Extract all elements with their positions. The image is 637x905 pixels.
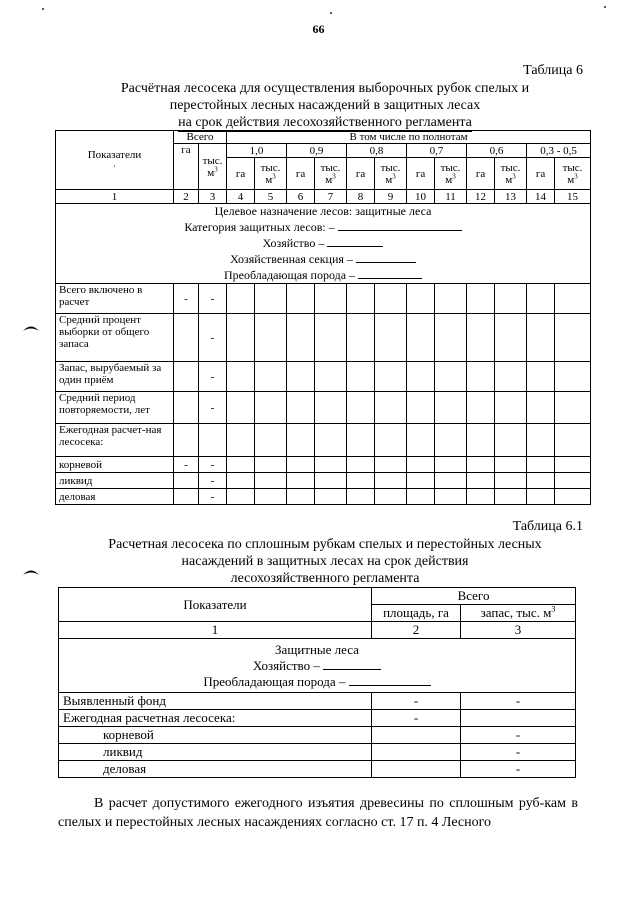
empty-cell [255,489,287,505]
table6 [55,130,591,505]
col-number: 8 [347,190,375,204]
empty-cell [407,473,435,489]
density-header: 0,3 - 0,5 [527,144,591,158]
cell-area [372,727,461,744]
table61-title-line: насаждений в защитных лесах на срок действия [181,554,469,569]
sub-exp: 3 [272,171,276,180]
sub-ha: га [467,158,495,190]
blank-line [338,219,462,231]
empty-cell [495,473,527,489]
empty-cell [227,457,255,473]
empty-cell [375,392,407,424]
empty-cell [407,489,435,505]
empty-cell [255,457,287,473]
density-header: 0,8 [347,144,407,158]
empty-cell [407,457,435,473]
empty-cell [467,473,495,489]
table-row [56,314,591,362]
empty-cell [287,457,315,473]
density-header: 1,0 [227,144,287,158]
info-purpose: Целевое назначение лесов: защитные леса [214,204,432,218]
empty-cell [467,362,495,392]
sub-ha: га [407,158,435,190]
empty-cell [527,457,555,473]
table-row [56,284,591,314]
col-number-row [56,190,591,204]
empty-cell [347,473,375,489]
empty-cell [315,489,347,505]
row-label: Запас, вырубаемый за один приём [56,362,174,392]
empty-cell [467,457,495,473]
col-number: 12 [467,190,495,204]
empty-cell [375,362,407,392]
empty-cell [407,392,435,424]
empty-cell [315,473,347,489]
margin-mark-icon [22,566,40,576]
empty-cell [375,424,407,457]
header-indicators-text: Показатели [87,149,142,161]
sub-exp: 3 [512,171,516,180]
empty-cell [375,284,407,314]
cell-c2: - [174,284,199,314]
empty-cell [315,457,347,473]
table-row [56,473,591,489]
row-label: Всего включено в расчет [56,284,174,314]
header-indicators [56,131,174,190]
sub-thous-m3 [315,158,347,190]
blank-line [323,658,381,670]
sub-ha: га [227,158,255,190]
empty-cell [315,284,347,314]
empty-cell [255,424,287,457]
empty-cell [435,392,467,424]
empty-cell [555,424,591,457]
header-ha-text: га [181,144,191,156]
empty-cell [227,392,255,424]
empty-cell [287,314,315,362]
blank-line [349,674,431,686]
t61-info-farm-text: Хозяйство – [252,657,320,673]
table6-title-line: на срок действия лесохозяйственного регламента [178,115,472,130]
empty-cell [435,473,467,489]
empty-cell [315,362,347,392]
empty-cell [255,392,287,424]
empty-cell [227,314,255,362]
table-row [56,489,591,505]
empty-cell [495,314,527,362]
sub-exp: 3 [392,171,396,180]
header-total: Всего [174,131,227,144]
col-number: 3 [199,190,227,204]
row-label: деловая [59,761,372,778]
header-dot: · [113,161,116,171]
sub-m-text: м [567,173,575,186]
empty-cell [555,392,591,424]
sub-thous-text: тыс. [260,161,281,174]
sub-m-text: м [325,173,333,186]
cell-stock: - [461,744,576,761]
header-ha [174,144,199,190]
t61-header-stock-text: запас, тыс. м [480,605,552,620]
sub-thous-text: тыс. [500,161,521,174]
empty-cell [435,284,467,314]
cell-c3: - [199,473,227,489]
cell-c2 [174,314,199,362]
t61-info-farm [59,658,575,674]
cell-c2 [174,424,199,457]
info-section-text: Хозяйственная секция – [230,252,353,266]
col-number: 1 [56,190,174,204]
empty-cell [287,362,315,392]
table6-title [60,80,590,132]
empty-cell [347,314,375,362]
empty-cell [435,314,467,362]
col-number: 7 [315,190,347,204]
row-label: деловая [56,489,174,505]
empty-cell [555,314,591,362]
empty-cell [555,457,591,473]
empty-cell [467,314,495,362]
col-number: 10 [407,190,435,204]
info-category-text: Категория защитных лесов: – [184,220,335,234]
empty-cell [495,457,527,473]
col-number: 9 [375,190,407,204]
density-header: 0,7 [407,144,467,158]
info-species [56,267,590,283]
table6-body [56,284,591,505]
t61-info-species-text: Преобладающая порода – [203,673,346,689]
info-species-text: Преобладающая порода – [223,268,356,282]
page-number: 66 [312,22,325,36]
empty-cell [227,284,255,314]
table61-body [59,693,576,778]
empty-cell [347,362,375,392]
cell-area [372,744,461,761]
empty-cell [435,424,467,457]
cell-stock: - [461,727,576,744]
header-m-text: м [207,166,215,179]
sub-exp: 3 [574,171,578,180]
table-row [59,727,576,744]
empty-cell [375,489,407,505]
table6-label: Таблица 6 [523,63,583,78]
sub-exp: 3 [452,171,456,180]
sub-m-text: м [265,173,273,186]
empty-cell [467,489,495,505]
t61-header-total: Всего [372,588,576,605]
empty-cell [527,424,555,457]
cell-c3: - [199,457,227,473]
empty-cell [375,457,407,473]
empty-cell [407,284,435,314]
empty-cell [315,314,347,362]
empty-cell [347,457,375,473]
table-row [56,457,591,473]
empty-cell [255,284,287,314]
t61-header-exp: 3 [551,604,556,614]
t61-col-number-row [59,622,576,639]
table-row [59,761,576,778]
sub-thous-m3 [495,158,527,190]
cell-c3: - [199,362,227,392]
empty-cell [347,489,375,505]
empty-cell [467,392,495,424]
t61-header-indicators: Показатели [59,588,372,622]
table6-title-line: перестойных лесных насаждений в защитных лесах [169,98,481,113]
empty-cell [495,284,527,314]
empty-cell [315,424,347,457]
empty-cell [527,489,555,505]
empty-cell [227,424,255,457]
header-exp: 3 [214,164,218,173]
cell-stock: - [461,761,576,778]
row-label: Средний процент выборки от общего запаса [56,314,174,362]
empty-cell [435,362,467,392]
row-label: Ежегодная расчет-ная лесосека: [56,424,174,457]
empty-cell [287,489,315,505]
table-row [56,362,591,392]
blank-line [327,235,383,247]
cell-c3 [199,424,227,457]
col-number: 6 [287,190,315,204]
header-thous-text: тыс. [202,154,223,167]
sub-thous-m3 [375,158,407,190]
cell-c3: - [199,392,227,424]
header-thous-m3 [199,144,227,190]
cell-stock: - [461,693,576,710]
info-farm [56,235,590,251]
empty-cell [555,489,591,505]
empty-cell [347,392,375,424]
table-row [59,693,576,710]
empty-cell [287,424,315,457]
empty-cell [227,489,255,505]
table61-label: Таблица 6.1 [512,519,583,534]
table61-title-line: лесохозяйственного регламента [230,571,420,586]
scan-speck [42,8,44,10]
col-number: 5 [255,190,287,204]
cell-c2 [174,362,199,392]
row-label: Средний период повторяемости, лет [56,392,174,424]
scan-speck [330,12,332,14]
table6-title-line: Расчётная лесосека для осуществления выборочных рубок спелых и [120,81,530,96]
empty-cell [435,489,467,505]
cell-c2 [174,473,199,489]
cell-stock [461,710,576,727]
col-number: 14 [527,190,555,204]
empty-cell [467,284,495,314]
info-farm-text: Хозяйство – [262,236,325,250]
t61-info-species [59,674,575,690]
row-label: Выявленный фонд [59,693,372,710]
sub-exp: 3 [332,171,336,180]
table61 [58,587,576,778]
cell-c2 [174,489,199,505]
sub-thous-text: тыс. [380,161,401,174]
col-number: 1 [59,622,372,639]
table61-title-line: Расчетная лесосека по сплошным рубкам спелых и перестойных лесных [108,537,542,552]
blank-line [356,251,416,263]
col-number: 3 [461,622,576,639]
info-block [56,204,591,284]
table-row [59,710,576,727]
empty-cell [375,473,407,489]
col-number: 2 [372,622,461,639]
t61-header-area: площадь, га [372,605,461,622]
empty-cell [495,489,527,505]
sub-thous-text: тыс. [440,161,461,174]
empty-cell [407,362,435,392]
scan-speck [604,6,606,8]
empty-cell [527,392,555,424]
sub-m-text: м [385,173,393,186]
cell-area [372,761,461,778]
sub-thous-m3 [555,158,591,190]
cell-c3: - [199,314,227,362]
empty-cell [227,362,255,392]
sub-thous-m3 [435,158,467,190]
sub-ha: га [347,158,375,190]
t61-info-row [59,639,576,693]
row-label: Ежегодная расчетная лесосека: [59,710,372,727]
empty-cell [375,314,407,362]
empty-cell [495,362,527,392]
empty-cell [407,314,435,362]
info-section [56,251,590,267]
empty-cell [435,457,467,473]
info-category [56,219,590,235]
table-row [56,392,591,424]
sub-ha: га [527,158,555,190]
sub-m-text: м [505,173,513,186]
row-label: корневой [56,457,174,473]
body-paragraph: В расчет допустимого ежегодного изъятия древесины по сплошным руб-кам в спелых и перестойных лесных насаждениях согласно ст. 17 п. 4 Лесного [58,796,578,830]
sub-ha: га [287,158,315,190]
col-number: 2 [174,190,199,204]
cell-c2 [174,392,199,424]
cell-c3: - [199,284,227,314]
sub-thous-m3 [255,158,287,190]
blank-line [358,267,422,279]
row-label: ликвид [56,473,174,489]
info-row [56,204,591,284]
empty-cell [467,424,495,457]
row-label: ликвид [59,744,372,761]
table-row [59,744,576,761]
density-header: 0,9 [287,144,347,158]
col-number: 11 [435,190,467,204]
cell-c2: - [174,457,199,473]
sub-thous-text: тыс. [562,161,583,174]
empty-cell [495,424,527,457]
row-label: корневой [59,727,372,744]
cell-area: - [372,693,461,710]
empty-cell [287,473,315,489]
empty-cell [347,284,375,314]
empty-cell [347,424,375,457]
empty-cell [287,392,315,424]
col-number: 13 [495,190,527,204]
col-number: 15 [555,190,591,204]
empty-cell [407,424,435,457]
density-header: 0,6 [467,144,527,158]
empty-cell [527,314,555,362]
empty-cell [287,284,315,314]
cell-area: - [372,710,461,727]
sub-thous-text: тыс. [320,161,341,174]
empty-cell [555,284,591,314]
empty-cell [555,473,591,489]
empty-cell [495,392,527,424]
empty-cell [555,362,591,392]
empty-cell [315,392,347,424]
margin-mark-icon [22,322,40,332]
t61-header-stock [461,605,576,622]
empty-cell [227,473,255,489]
empty-cell [255,473,287,489]
t61-info-block [59,639,576,693]
empty-cell [527,362,555,392]
empty-cell [255,362,287,392]
table-row [56,424,591,457]
t61-info-forests: Защитные леса [275,641,359,657]
col-number: 4 [227,190,255,204]
sub-m-text: м [445,173,453,186]
header-including: В том числе по полнотам [227,131,591,144]
empty-cell [527,473,555,489]
table61-title [60,536,590,587]
empty-cell [255,314,287,362]
empty-cell [527,284,555,314]
cell-c3: - [199,489,227,505]
